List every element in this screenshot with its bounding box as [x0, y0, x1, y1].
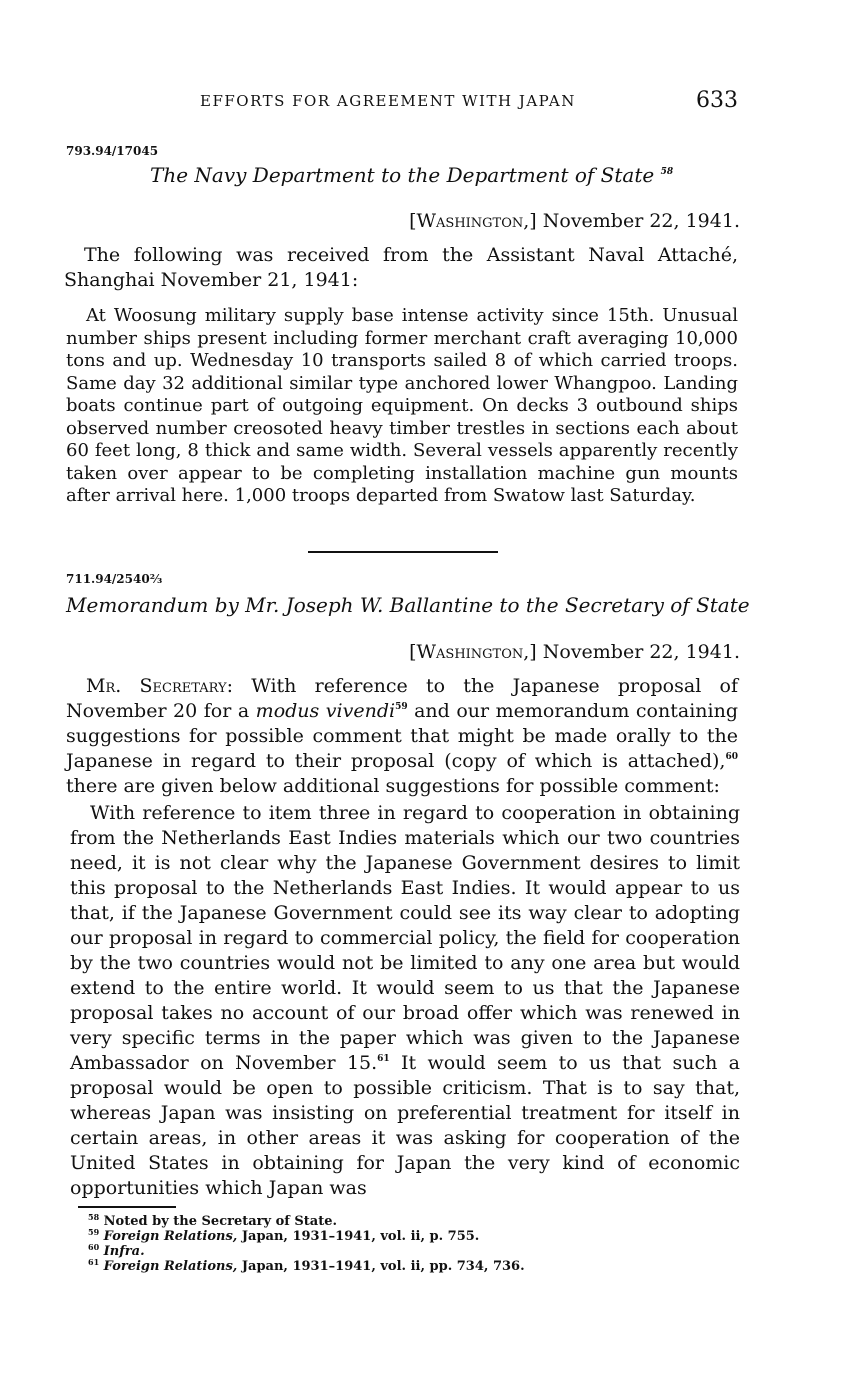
footnotes	[88, 1214, 748, 1274]
footnote-number: 60	[88, 1242, 100, 1252]
footnote-number: 58	[88, 1212, 100, 1222]
dateline-place: [Washington,]	[409, 210, 537, 232]
footnote-text: Japan, 1931–1941, vol. ii, p. 755.	[241, 1229, 480, 1244]
footnote-ref: 60	[725, 752, 738, 762]
footnote	[88, 1259, 748, 1274]
file-number: 711.94/2540⅔	[66, 572, 163, 586]
dateline-date: November 22, 1941.	[542, 641, 740, 663]
footnote-ref: 61	[377, 1054, 390, 1064]
footnote	[88, 1229, 748, 1244]
dateline	[409, 210, 740, 232]
paragraph-text: there are given below additional suggestions for possible comment:	[66, 775, 720, 797]
dateline-date: November 22, 1941.	[542, 210, 740, 232]
file-number: 793.94/17045	[66, 144, 159, 158]
document-title: Memorandum by Mr. Joseph W. Ballantine to the Secretary of State	[66, 593, 750, 617]
modus-vivendi: modus vivendi	[255, 700, 396, 722]
footnote-text: Japan, 1931–1941, vol. ii, pp. 734, 736.	[241, 1259, 525, 1274]
footnote-text: Noted by the Secretary of State.	[103, 1214, 337, 1229]
footnote-ref: 59	[395, 702, 408, 712]
running-head: EFFORTS FOR AGREEMENT WITH JAPAN	[200, 92, 576, 110]
paragraph-text: and our memorandum containing suggestions for possible comment that might be made orally to the Japanese in regard to their proposal (copy of which is attached),	[66, 700, 738, 772]
paragraph-text: It would seem to us that such a proposal would be open to possible criticism. That is to say that, whereas Japan was insisting on preferential treatment for itself in certain areas, in other areas it was asking for cooperation of the United States in obtaining for Japan the very kind of economic opportunities which Japan was	[70, 1052, 740, 1199]
footnote	[88, 1244, 748, 1259]
footnote-source: Foreign Relations,	[103, 1259, 238, 1274]
dateline	[409, 641, 740, 663]
footnote-ref: 58	[660, 167, 674, 177]
paragraph-text: With reference to item three in regard to cooperation in obtaining from the Netherlands East Indies materials which our two countries need, it is not clear why the Japanese Government desires to limit this proposal to the Netherlands East Indies. It would appear to us that, if the Japanese Government could see its way clear to adopting our proposal in regard to commercial policy, the field for cooperation by the two countries would not be limited to any one area but would extend to the entire world. It would seem to us that the Japanese proposal takes no account of our broad offer which was renewed in very specific terms in the paper which was given to the Japanese Ambassador on November 15.	[70, 802, 740, 1074]
paragraph-text: With reference to the Japanese proposal of November 20 for a	[66, 675, 738, 722]
footnote-rule	[78, 1206, 176, 1208]
telegram-message: At Woosung military supply base intense activity since 15th. Unusual number ships present including former merchant craft averaging 10,000 tons and up. Wednesday 10 transports sailed 8 of which carried troops. Same day 32 additional similar type anchored lower Whangpoo. Landing boats continue part of outgoing equipment. On decks 3 outbound ships observed number creosoted heavy timber trestles in sections each about 60 feet long, 8 thick and same width. Several vessels apparently recently taken over appear to be completing installation machine gun mounts after arrival here. 1,000 troops departed from Swatow last Saturday.	[66, 305, 738, 506]
footnote	[88, 1214, 748, 1229]
footnote-number: 59	[88, 1227, 100, 1237]
memo-paragraph-1	[66, 674, 738, 799]
salutation: Mr. Secretary:	[86, 675, 233, 697]
document-title-text: The Navy Department to the Department of State	[150, 163, 655, 187]
document-title	[150, 163, 673, 187]
memo-paragraph-2	[70, 801, 740, 1201]
footnote-number: 61	[88, 1257, 100, 1267]
section-divider	[308, 551, 498, 553]
page-number: 633	[696, 88, 738, 113]
intro-paragraph: The following was received from the Assistant Naval Attaché, Shanghai November 21, 1941:	[64, 244, 738, 291]
footnote-source: Foreign Relations,	[103, 1229, 238, 1244]
dateline-place: [Washington,]	[409, 641, 537, 663]
footnote-source: Infra.	[103, 1244, 145, 1259]
